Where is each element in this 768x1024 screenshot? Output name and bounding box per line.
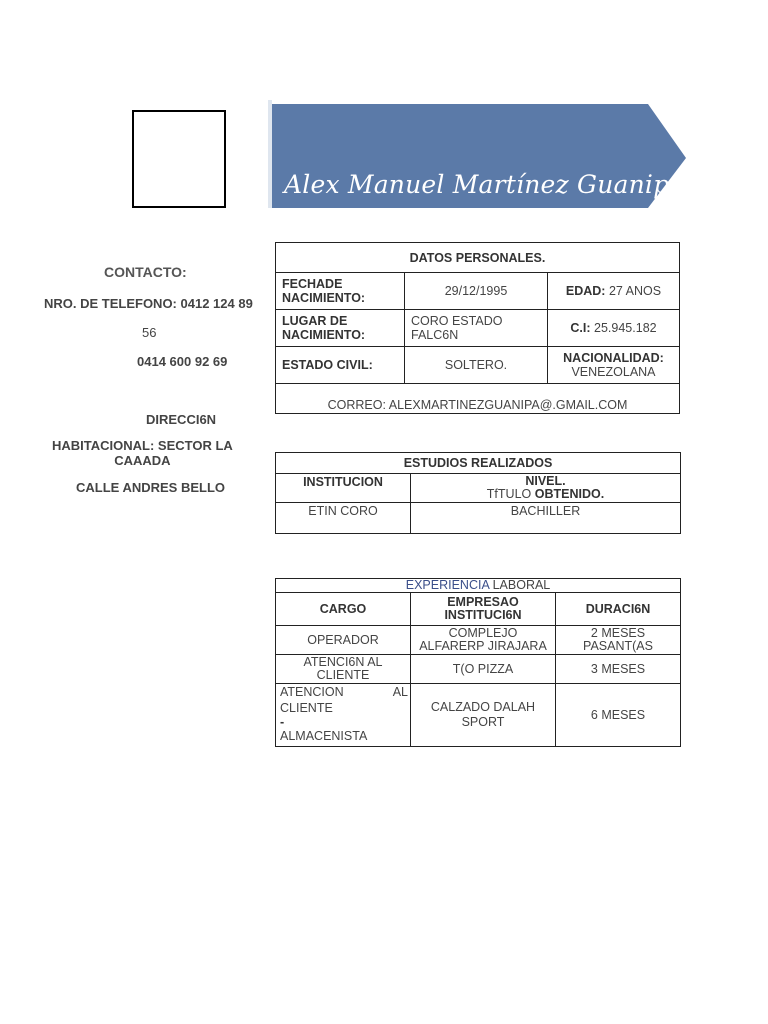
- col-institution: INSTITUCION: [276, 474, 411, 503]
- job-1-duracion-line-2: PASANT(AS: [583, 639, 653, 653]
- work-header-b: LABORAL: [492, 578, 551, 592]
- work-header-a: EXPERIENCIA: [405, 578, 490, 592]
- col-empresa-line-2: INSTITUCI6N: [444, 608, 522, 622]
- job-1-empresa: [411, 626, 556, 655]
- age-label: EDAD:: [565, 284, 606, 298]
- study-level: BACHILLER: [411, 503, 681, 534]
- email: CORREO: ALEXMARTINEZGUANIPA@.GMAIL.COM: [276, 384, 680, 414]
- col-empresa: [411, 593, 556, 626]
- job-3-cargo-line-1b: AL: [392, 685, 408, 699]
- job-2-cargo: [276, 655, 411, 684]
- job-2-cargo-line-2: CLIENTE: [316, 668, 370, 682]
- age-cell: [548, 273, 680, 310]
- job-3-cargo: [276, 684, 411, 747]
- col-level-line-1: NIVEL.: [525, 474, 566, 488]
- col-empresa-line-1: EMPRESAO: [447, 595, 519, 609]
- job-1-duracion-line-1: 2 MESES: [590, 626, 646, 640]
- job-3-empresa: [411, 684, 556, 747]
- address-line-2: CAAADA: [114, 453, 171, 468]
- studies-table: [275, 452, 681, 534]
- phone-continuation: 56: [142, 325, 157, 340]
- job-2-empresa: T(O PIZZA: [411, 655, 556, 684]
- address-street: CALLE ANDRES BELLO: [76, 480, 226, 495]
- age-value: 27 ANOS: [608, 284, 662, 298]
- job-3-duracion: 6 MESES: [556, 684, 681, 747]
- civil-status-value: SOLTERO.: [405, 347, 548, 384]
- personal-header: DATOS PERSONALES.: [276, 243, 680, 273]
- col-level-line-2b: OBTENIDO.: [534, 487, 605, 501]
- address-line-1: HABITACIONAL: SECTOR LA: [52, 438, 233, 453]
- name-banner: [268, 100, 686, 208]
- job-1-cargo: OPERADOR: [276, 626, 411, 655]
- contact-title: CONTACTO:: [104, 264, 187, 280]
- col-duracion: DURACI6N: [556, 593, 681, 626]
- job-1-duracion: [556, 626, 681, 655]
- work-experience-table: [275, 578, 681, 747]
- job-3-empresa-line-2: SPORT: [461, 715, 505, 729]
- col-level: [411, 474, 681, 503]
- job-3-empresa-line-1: CALZADO DALAH: [430, 700, 536, 714]
- nationality-cell: [548, 347, 680, 384]
- work-header: [276, 579, 681, 593]
- birth-date-value: 29/12/1995: [405, 273, 548, 310]
- phone-label: NRO. DE TELEFONO: 0412 124 89: [44, 296, 253, 311]
- address-text: [52, 438, 233, 468]
- personal-data-table: [275, 242, 680, 414]
- job-3-cargo-line-3: -: [280, 715, 285, 729]
- birth-place-value: CORO ESTADO FALC6N: [405, 310, 548, 347]
- job-3-cargo-line-4: ALMACENISTA: [280, 729, 368, 743]
- col-level-line-2a: TfTULO: [486, 487, 532, 501]
- job-3-cargo-line-2: CLIENTE: [280, 701, 333, 715]
- phone-secondary: 0414 600 92 69: [137, 354, 228, 369]
- birth-date-label: FECHADE NACIMIENTO:: [276, 273, 405, 310]
- ci-label: C.I:: [570, 321, 591, 335]
- ci-cell: [548, 310, 680, 347]
- address-title: DIRECCI6N: [146, 412, 217, 427]
- full-name: Alex Manuel Martínez Guanipa: [284, 170, 685, 199]
- birth-place-label: LUGAR DE NACIMIENTO:: [276, 310, 405, 347]
- job-2-cargo-line-1: ATENCI6N AL: [303, 655, 383, 669]
- job-1-empresa-line-1: COMPLEJO: [448, 626, 518, 640]
- job-2-duracion: 3 MESES: [556, 655, 681, 684]
- photo-placeholder: [132, 110, 226, 208]
- civil-status-label: ESTADO CIVIL:: [276, 347, 405, 384]
- col-cargo: CARGO: [276, 593, 411, 626]
- nationality-label: NACIONALIDAD:: [563, 351, 664, 365]
- ci-value: 25.945.182: [594, 321, 657, 335]
- study-institution: ETIN CORO: [276, 503, 411, 534]
- nationality-value: VENEZOLANA: [571, 365, 656, 379]
- job-3-cargo-line-1a: ATENCION: [280, 685, 344, 699]
- studies-header: ESTUDIOS REALIZADOS: [276, 453, 681, 474]
- job-1-empresa-line-2: ALFARERP JIRAJARA: [419, 639, 547, 653]
